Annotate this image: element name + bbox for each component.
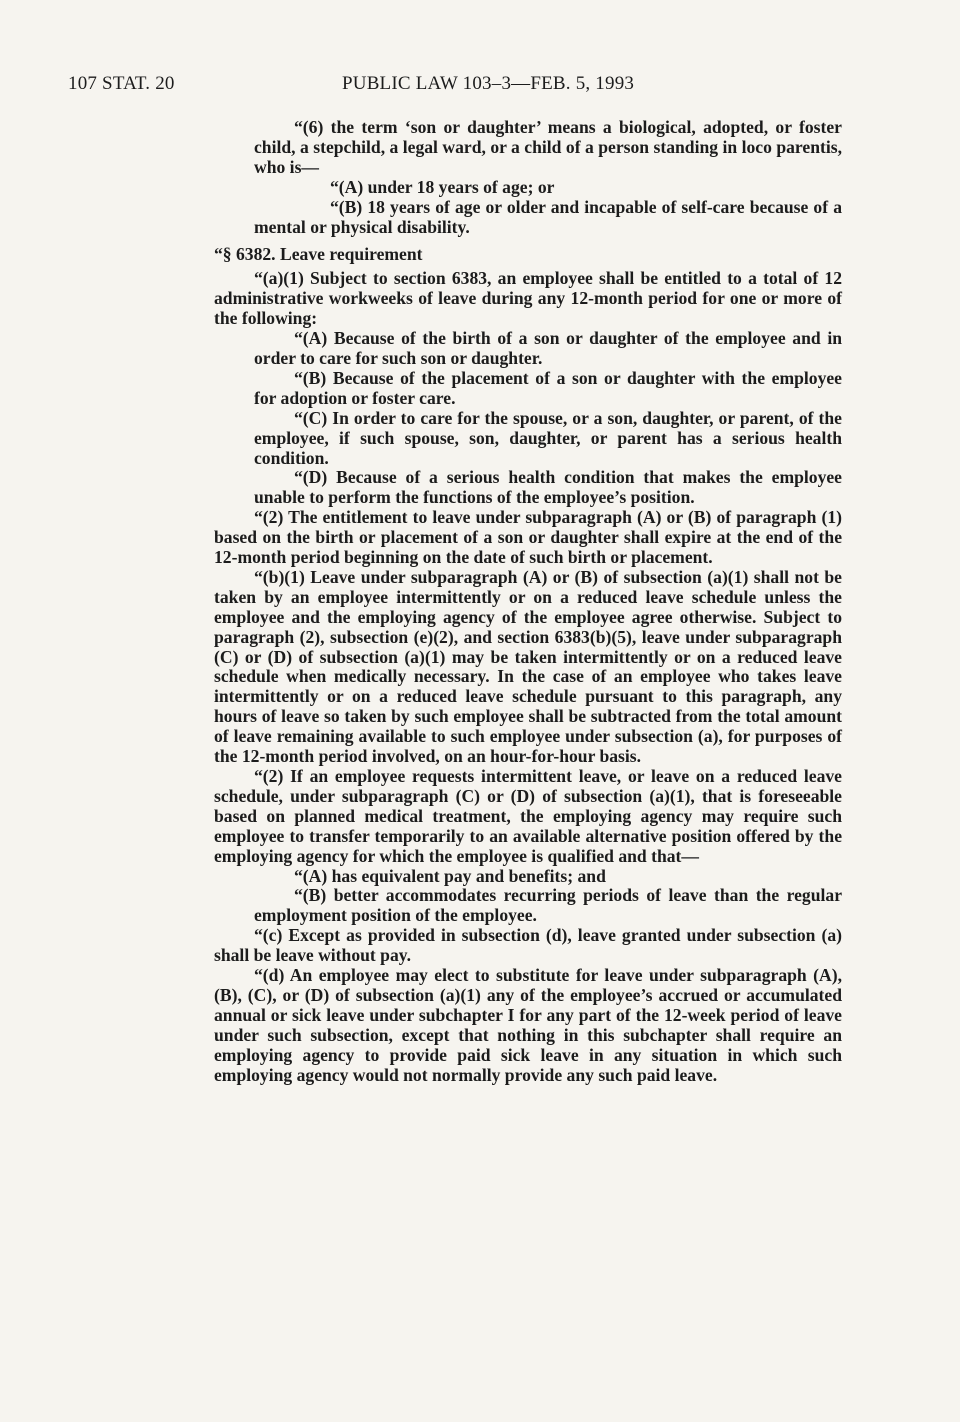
- statute-page-number: 107 STAT. 20: [68, 73, 175, 94]
- paragraph-a1: “(a)(1) Subject to section 6383, an employee shall be entitled to a total of 12 administrative workweeks of leave during any 12-month period for one or more of the following:: [214, 268, 842, 329]
- paragraph-a1C: “(C) In order to care for the spouse, or a son, daughter, or parent, of the employee, if such spouse, son, daughter, or parent has a serious health condition.: [254, 407, 842, 468]
- paragraph-b1: “(b)(1) Leave under subparagraph (A) or (B) of subsection (a)(1) shall not be taken by an employee intermittently or on a reduced leave schedule unless the employee and the employing agency of the employee agree otherwise. Subject to paragraph (2), subsection (e)(2), and section 6383(b)(5), leave under subparagraph (C) or (D) of subsection (a)(1) may be taken intermittently or on a reduced leave schedule when medically necessary. In the case of an employee who takes leave intermittently or on a reduced leave schedule pursuant to this paragraph, any hours of leave so taken by such employee shall be subtracted from the total amount of leave remaining available to such employee under subsection (a), for purposes of the 12-month period involved, on an hour-for-hour basis.: [214, 566, 842, 767]
- paragraph-d: “(d) An employee may elect to substitute for leave under subparagraph (A), (B), (C), or (D) of subsection (a)(1) any of the employee’s accrued or accumulated annual or sick leave under subchapter I for any part of the 12-week period of leave under such subsection, except that nothing in this subchapter shall require an employing agency to provide paid sick leave in any situation in which such employing agency would not normally provide any such paid leave.: [214, 965, 842, 1085]
- section-heading: “§ 6382. Leave requirement: [214, 244, 423, 265]
- paragraph-b2A: “(A) has equivalent pay and benefits; and: [294, 865, 606, 886]
- paragraph-6B: “(B) 18 years of age or older and incapable of self-care because of a mental or physical disability.: [254, 196, 842, 237]
- paragraph-c: “(c) Except as provided in subsection (d), leave granted under subsection (a) shall be leave without pay.: [214, 925, 842, 966]
- paragraph-b2: “(2) If an employee requests intermittent leave, or leave on a reduced leave schedule, under subparagraph (C) or (D) of subsection (a)(1), that is foreseeable based on planned medical treatment, the employing agency may require such employee to transfer temporarily to an available alternative position offered by the employing agency for which the employee is qualified and that—: [214, 766, 842, 866]
- running-head: [0, 73, 960, 97]
- paragraph-b2B: “(B) better accommodates recurring periods of leave than the regular employment position of the employee.: [254, 885, 842, 926]
- public-law-citation: PUBLIC LAW 103–3—FEB. 5, 1993: [342, 73, 635, 94]
- paragraph-6: “(6) the term ‘son or daughter’ means a biological, adopted, or foster child, a stepchild, a legal ward, or a child of a person standing in loco parentis, who is—: [254, 117, 842, 177]
- paragraph-a2: “(2) The entitlement to leave under subparagraph (A) or (B) of paragraph (1) based on the birth or placement of a son or daughter shall expire at the end of the 12-month period beginning on the date of such birth or placement.: [214, 507, 842, 568]
- paragraph-a1D: “(D) Because of a serious health condition that makes the employee unable to perform the functions of the employee’s position.: [254, 467, 842, 508]
- paragraph-a1A: “(A) Because of the birth of a son or daughter of the employee and in order to care for such son or daughter.: [254, 328, 842, 368]
- paragraph-6A: “(A) under 18 years of age; or: [330, 176, 555, 197]
- paragraph-a1B: “(B) Because of the placement of a son or daughter with the employee for adoption or foster care.: [254, 367, 842, 408]
- body-text: [214, 118, 842, 1086]
